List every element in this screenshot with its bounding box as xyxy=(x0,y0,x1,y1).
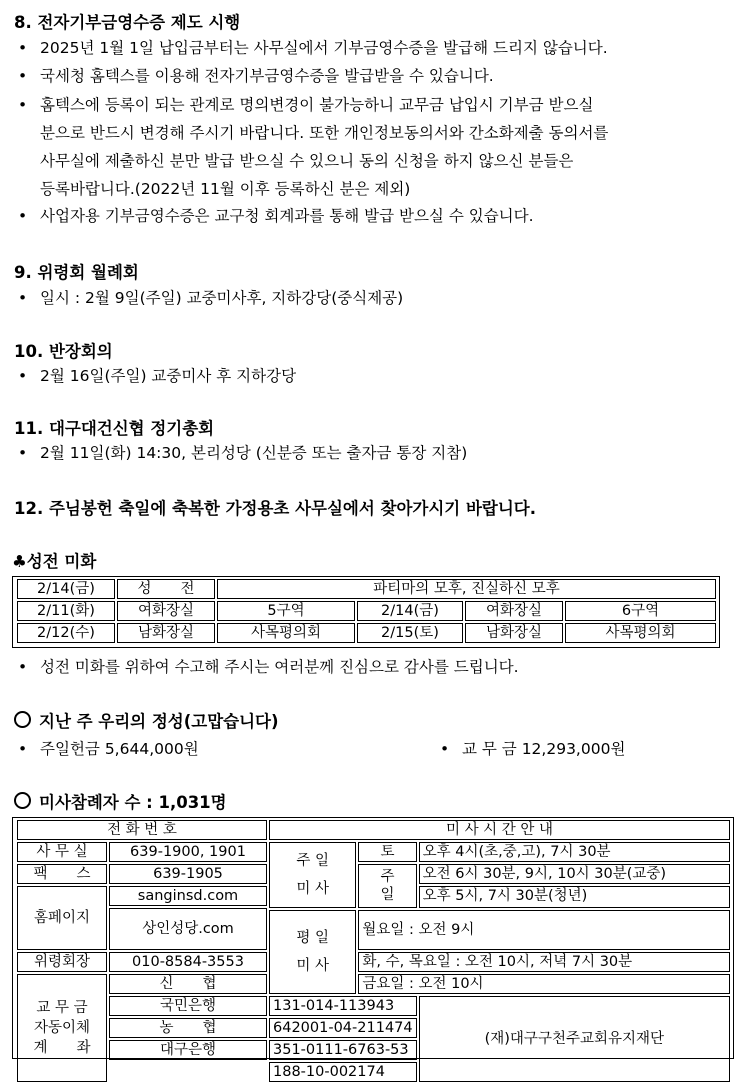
cleaning-title: ♣성전 미화 xyxy=(12,552,97,571)
s10-bullet-1: • 2월 16일(주일) 교중미사 후 지하강당 xyxy=(18,367,297,385)
s8-bullet-3-line-3: 사무실에 제출하신 분만 발급 받으실 수 있으니 동의 신청을 하지 않으신 분들은 xyxy=(40,152,574,170)
s8-bullet-4: • 사업자용 기부금영수증은 교구청 회계과를 통해 발급 받으실 수 있습니다. xyxy=(18,207,534,225)
table-row: 교 무 금 자동이체 계 좌 신 협 금요일 : 오전 10시 xyxy=(17,974,730,994)
info-table xyxy=(15,818,732,1084)
table-row: 국민은행 131-014-113943 (재)대구구천주교회유지재단 xyxy=(17,996,730,1016)
table-row: 188-10-002174 xyxy=(17,1062,730,1082)
cleaning-table xyxy=(15,577,718,645)
table-row: 농 협 642001-04-211474 xyxy=(17,1018,730,1038)
circle-icon xyxy=(14,792,31,809)
offering-dues: • 교 무 금 12,293,000원 xyxy=(440,740,626,758)
table-row: 2/11(화) 여화장실 5구역 2/14(금) 여화장실 6구역 xyxy=(17,601,716,621)
table-row: 대구은행 351-0111-6763-53 xyxy=(17,1040,730,1060)
table-row: 평 일 미 사 월요일 : 오전 9시 xyxy=(17,910,730,950)
s11-bullet-1: • 2월 11일(화) 14:30, 본리성당 (신분증 또는 출자금 통장 지참) xyxy=(18,444,468,462)
s8-bullet-2: • 국세청 홈텍스를 이용해 전자기부금영수증을 발급받을 수 있습니다. xyxy=(18,67,494,85)
circle-icon xyxy=(14,711,31,728)
s8-bullet-3-line-2: 분으로 반드시 변경해 주시기 바랍니다. 또한 개인정보동의서와 간소화제출 동의서를 xyxy=(40,124,609,142)
homepage-link-1[interactable]: sanginsd.com xyxy=(109,886,267,906)
cleaning-note: • 성전 미화를 위하여 수고해 주시는 여러분께 진심으로 감사를 드립니다. xyxy=(18,658,519,676)
table-row: 사 무 실 639-1900, 1901 주 일 미 사 토 오후 4시(초,중,고), 7시 30분 xyxy=(17,842,730,862)
section-8-title: 8. 전자기부금영수증 제도 시행 xyxy=(14,13,241,32)
s8-bullet-3: • 홈텍스에 등록이 되는 관계로 명의변경이 불가능하니 교무금 납입시 기부금 받으실 xyxy=(18,96,594,114)
table-row: 2/14(금) 성 전 파티마의 모후, 진실하신 모후 xyxy=(17,579,716,599)
s8-bullet-3-line-4: 등록바랍니다.(2022년 11월 이후 등록하신 분은 제외) xyxy=(40,180,411,198)
table-row: 전 화 번 호 미 사 시 간 안 내 xyxy=(17,820,730,840)
club-icon: ♣ xyxy=(12,552,27,571)
section-9-title: 9. 위령회 월례회 xyxy=(14,263,139,282)
table-row: 위령회장 010-8584-3553 화, 수, 목요일 : 오전 10시, 저녁 7시 30분 xyxy=(17,952,730,972)
table-row: 2/12(수) 남화장실 사목평의회 2/15(토) 남화장실 사목평의회 xyxy=(17,623,716,643)
section-12-title: 12. 주님봉헌 축일에 축복한 가정용초 사무실에서 찾아가시기 바랍니다. xyxy=(14,499,537,518)
section-11-title: 11. 대구대건신협 정기총회 xyxy=(14,419,215,438)
homepage-link-2[interactable]: 상인성당.com xyxy=(109,908,267,950)
offering-sunday: • 주일헌금 5,644,000원 xyxy=(18,740,199,758)
attendance-title: 미사참례자 수 : 1,031명 xyxy=(14,789,227,813)
offering-title: 지난 주 우리의 정성(고맙습니다) xyxy=(14,708,279,732)
section-10-title: 10. 반장회의 xyxy=(14,342,113,361)
s9-bullet-1: • 일시 : 2월 9일(주일) 교중미사후, 지하강당(중식제공) xyxy=(18,289,404,307)
table-row: 팩 스 639-1905 주 일 오전 6시 30분, 9시, 10시 30분(교중) xyxy=(17,864,730,884)
s8-bullet-1: • 2025년 1월 1일 납입금부터는 사무실에서 기부금영수증을 발급해 드리지 않습니다. xyxy=(18,39,608,57)
table-row: 홈페이지 sanginsd.com 오후 5시, 7시 30분(청년) xyxy=(17,886,730,906)
